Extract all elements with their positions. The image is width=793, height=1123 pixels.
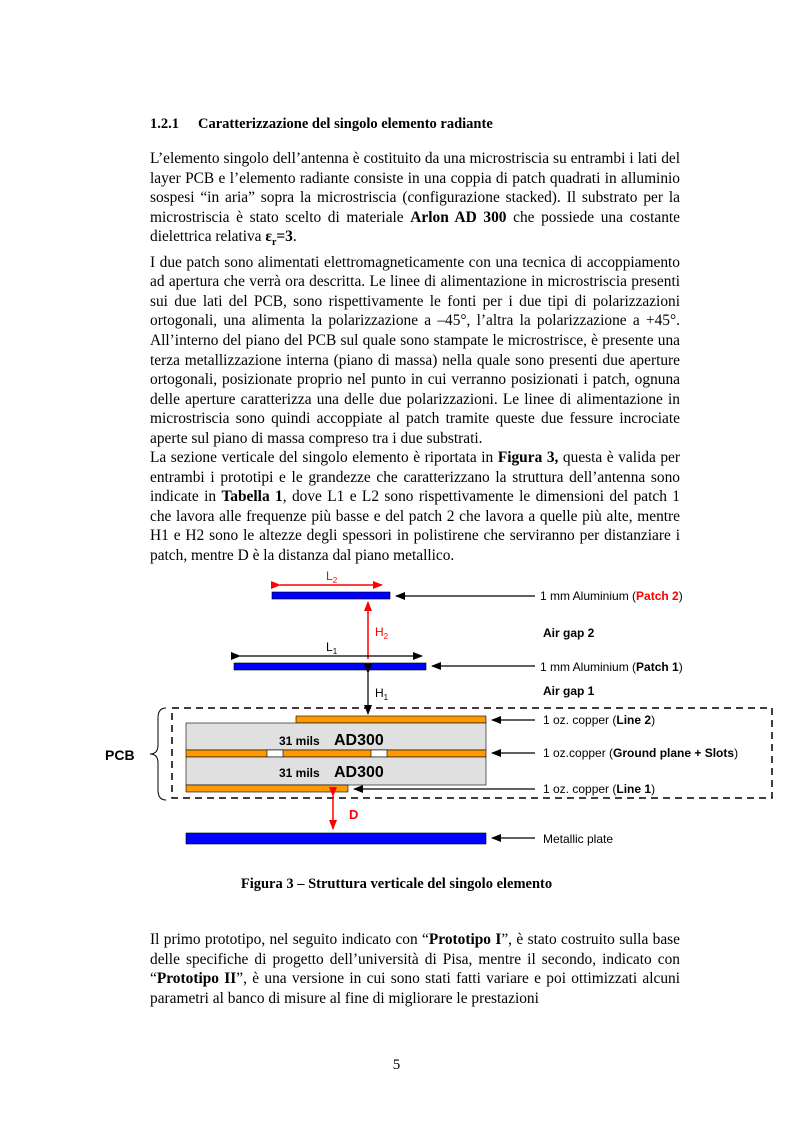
h2-label: $H_2$ [375, 625, 389, 641]
section-heading [150, 116, 650, 133]
slot-left [267, 750, 283, 757]
patch-1 [234, 663, 426, 670]
p1-text-c: . [292, 228, 297, 246]
pcb-brace [150, 708, 166, 800]
epsilon-subscript: r [271, 237, 277, 249]
p1-text-b: che possiede una costante dielettrica relativa [150, 208, 680, 246]
antenna-structure-diagram [0, 560, 793, 860]
air-gap-2-label: Air gap 2 [543, 626, 595, 640]
patch-1-label: 1 mm Aluminium (Patch 1) [540, 660, 683, 674]
page-number: 5 [392, 1057, 401, 1073]
p1-text-a: L’elemento singolo dell’antenna è costituito da una microstriscia su entrambi i lati del layer PCB e l’elemento radiante consiste in una coppia di patch quadrati in alluminio sospesi “in aria” sopra la microstriscia (configurazione stacked). Il substrato per la microstriscia è stato scelto di materiale [150, 150, 680, 226]
prototype-1-name: Prototipo I [428, 931, 502, 948]
paragraph-3 [150, 448, 680, 565]
metallic-plate-label: Metallic plate [543, 832, 614, 846]
permittivity-value [265, 228, 293, 249]
h1-label: $H_1$ [375, 686, 389, 702]
substrate-top-material: AD300 [334, 732, 384, 749]
ground-plane-label: 1 oz.copper (Ground plane + Slots) [543, 746, 739, 760]
bottom-text [150, 930, 680, 1008]
substrate-top-mils: 31 mils [279, 734, 320, 748]
line-1-label: 1 oz. copper (Line 1) [543, 782, 656, 796]
section-title: Caratterizzazione del singolo elemento radiante [198, 116, 493, 132]
slot-right [371, 750, 387, 757]
figure-reference: Figura 3, [497, 449, 559, 467]
p3-text-b: questa è valida per entrambi i prototipi e le grandezze che caratterizzano la struttura dell’antenna sono indicate in [150, 449, 680, 506]
substrate-bottom-material: AD300 [334, 764, 384, 781]
d-label: D [349, 807, 359, 822]
patch-2-label: 1 mm Aluminium (Patch 2) [540, 589, 683, 603]
p3-text-a: La sezione verticale del singolo elemento è riportata in [150, 449, 498, 467]
paragraph-1 [150, 149, 680, 253]
section-number: 1.2.1 [150, 116, 179, 132]
material-name: Arlon AD 300 [410, 208, 507, 226]
figure-caption: Figura 3 – Struttura verticale del singolo elemento [240, 876, 553, 892]
ground-plane [186, 750, 486, 757]
l2-label: $L_2$ [326, 569, 338, 585]
pcb-label: PCB [105, 747, 135, 763]
metallic-plate [186, 833, 486, 844]
p3-text-c: , dove L1 e L2 sono rispettivamente le dimensioni del patch 1 che lavora alle frequenze più basse e del patch 2 che lavora a quelle più alte, mentre H1 e H2 sono le altezze degli spessori in polistirene che serviranno per distanziare i patch, mentre D è la distanza dal piano metallico. [150, 488, 680, 565]
body-text [150, 149, 680, 566]
substrate-bottom-mils: 31 mils [279, 766, 320, 780]
patch-2 [272, 592, 390, 599]
l1-label: $L_1$ [326, 640, 338, 656]
p4-text-c: ”, è una versione in cui sono stati fatti variare e poi ottimizzati alcuni parametri al banco di misure al fine di migliorare le prestazioni [150, 970, 681, 1007]
line-1-copper [186, 785, 348, 792]
table-reference: Tabella 1 [221, 488, 283, 506]
p4-text-b: ”, è stato costruito sulla base delle specifiche di progetto dell’università di Pisa, mentre il secondo, indicato con “ [150, 931, 681, 988]
epsilon-value: =3 [276, 228, 293, 246]
line-2-copper [296, 716, 486, 723]
paragraph-4 [150, 930, 680, 1008]
paragraph-2: I due patch sono alimentati elettromagneticamente con una tecnica di accoppiamento ad apertura che verrà ora descritta. Le linee di alimentazione in microstriscia presenti sui due lati del PCB, sono rispettivamente le fonti per i due tipi di polarizzazioni ortogonali, una alimenta la polarizzazione a –45°, l’altra la polarizzazione a +45°. All’interno del piano del PCB sul quale sono stampate le microstrisce, è presente una terza metallizzazione interna (piano di massa) nella quale sono presenti due aperture ortogonali, posizionate proprio nel punto in cui verranno posizionati i patch, ognuna delle aperture caratterizza una delle due polarizzazioni. Le linee di alimentazione in microstriscia sono quindi accoppiate al patch tramite queste due fessure incrociate aperte sul piano di massa compreso tra i due substrati. [150, 253, 680, 447]
p4-text-a: Il primo prototipo, nel seguito indicato con “ [150, 931, 429, 948]
line-2-label: 1 oz. copper (Line 2) [543, 713, 656, 727]
epsilon-symbol: ε [265, 228, 272, 246]
prototype-2-name: Prototipo II [156, 970, 237, 988]
air-gap-1-label: Air gap 1 [543, 684, 595, 698]
